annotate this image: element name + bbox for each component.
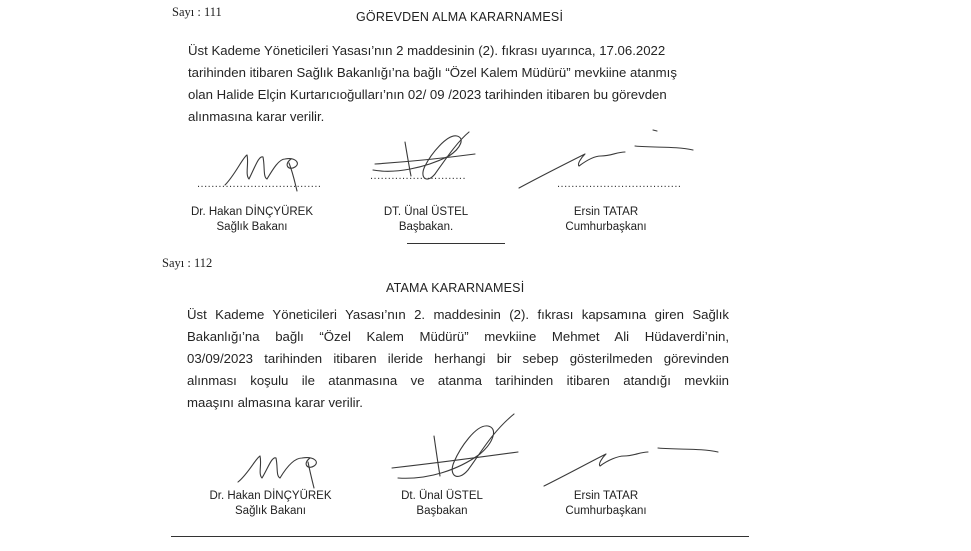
signatory-health-minister [182,205,322,235]
signature-health-minister [232,448,332,493]
decree-body [187,304,729,414]
signatory-prime-minister [382,489,502,519]
body-line: maaşını almasına karar verilir. [187,395,363,410]
signature-dots: ........................... [370,170,467,182]
divider [407,243,505,244]
signatory-name: Ersin TATAR [573,490,639,502]
body-line: Üst Kademe Yöneticileri Yasası’nın 2 maddesinin (2). fıkrası uyarınca, 17.06.2022 [188,43,666,58]
signature-prime-minister [388,410,523,490]
bottom-divider [171,536,749,537]
body-line: Bakanlığı’na bağlı “Özel Kalem Müdürü” mevkiine Mehmet Ali Hüdaverdi’nin, [187,329,729,344]
signatory-name: Dt. Ünal ÜSTEL [401,490,483,502]
decree-title: GÖREVDEN ALMA KARARNAMESİ [356,10,564,24]
signatory-name: Ersin TATAR [573,206,639,218]
signatory-health-minister [198,489,343,519]
signature-dots: ................................... [197,178,322,190]
signatory-name: Dr. Hakan DİNÇYÜREK [190,206,314,218]
body-line: tarihinden itibaren Sağlık Bakanlığı’na bağlı “Özel Kalem Müdürü” mevkiine atanmış [188,65,677,80]
decree-title: ATAMA KARARNAMESİ [386,281,525,295]
signatory-title: Cumhurbaşkanı [565,221,647,233]
signatory-title: Sağlık Bakanı [216,221,288,233]
signatory-title: Sağlık Bakanı [235,505,306,517]
signatory-president [541,205,671,235]
body-line: olan Halide Elçin Kurtarıcıoğulları’nın 02/ 09 /2023 tarihinden itibaren bu görevden [188,87,667,102]
decree-number: Sayı : 112 [162,256,213,270]
body-line: Üst Kademe Yöneticileri Yasası’nın 2. maddesinin (2). fıkrası kapsamına giren Sağlık [187,307,729,322]
signatory-title: Başbakan [416,505,468,517]
signatory-name: Dr. Hakan DİNÇYÜREK [209,490,332,502]
body-line: 03/09/2023 tarihinden itibaren ileride herhangi bir sebep gösterilmeden görevinden [187,351,729,366]
signatory-title: Cumhurbaşkanı [565,505,647,517]
signatory-title: Başbakan. [398,221,454,233]
signatory-president [541,489,671,519]
signatory-prime-minister [366,205,486,235]
body-line: alınmasına karar verilir. [188,109,325,124]
signature-president [540,440,720,490]
body-line: alınması koşulu ile atanmasına ve atanma tarihinden itibaren atandığı mevkiin [187,373,729,388]
decree-body [188,40,728,128]
decree-number: Sayı : 111 [172,5,222,19]
signatory-name: DT. Ünal ÜSTEL [383,206,469,218]
signature-dots: ................................... [557,178,682,190]
